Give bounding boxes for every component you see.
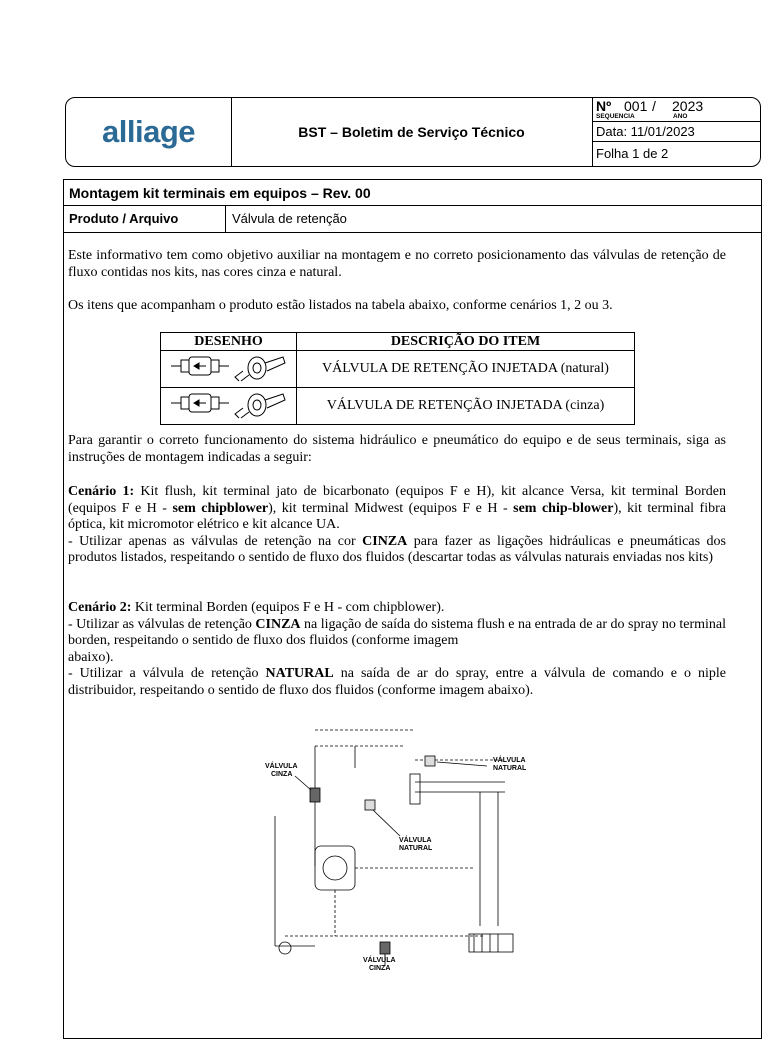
date-field: Data: 11/01/2023 — [592, 121, 760, 142]
product-row — [64, 206, 761, 233]
scenario1-bold-b: sem chip-blower — [513, 500, 614, 516]
valve-natural-description: VÁLVULA DE RETENÇÃO INJETADA (natural) — [297, 351, 635, 388]
product-value: Válvula de retenção — [232, 211, 347, 226]
scenario1-paragraph — [68, 484, 726, 567]
scenario1-bullet1-b: para fazer as ligações hidráulicas e pneumáticas dos produtos listados, respeitando o sentido de fluxo dos fluidos (descartar todas as válvulas naturais enviadas nos kits) — [68, 533, 726, 565]
document-title: Montagem kit terminais em equipos – Rev. 00 — [64, 180, 761, 206]
scenario1-text-c: ), kit terminal fibra óptica, kit micromotor elétrico e kit alcance UA. — [68, 500, 726, 532]
scenario1-bullet1-a: - Utilizar apenas as válvulas de retenção na cor — [68, 533, 363, 549]
sheet-field: Folha 1 de 2 — [596, 146, 669, 161]
svg-text:NATURAL: NATURAL — [493, 765, 527, 772]
scenario1-bullet1-bold: CINZA — [362, 533, 408, 549]
scenario2-bullet1-b: na ligação de saída do sistema flush e na entrada de ar do spray no terminal borden, respeitando o sentido de fluxo dos fluidos (conforme imagem — [68, 616, 726, 648]
header-info — [592, 98, 760, 166]
svg-text:NATURAL: NATURAL — [399, 845, 433, 852]
number-separator: / — [652, 98, 656, 114]
svg-text:CINZA: CINZA — [271, 771, 293, 778]
scenario2-bullet1-c: abaixo). — [68, 649, 114, 665]
year-caption: ANO — [673, 113, 688, 120]
header-box — [65, 97, 761, 167]
valve-natural-drawing — [161, 351, 297, 388]
valve-gray-description: VÁLVULA DE RETENÇÃO INJETADA (cinza) — [297, 388, 635, 425]
table-row — [161, 351, 635, 388]
scenario2-paragraph — [68, 600, 726, 699]
number-row — [592, 98, 760, 122]
col-description-header: DESCRIÇÃO DO ITEM — [297, 333, 635, 351]
sequence-caption: SEQUENCIA — [596, 113, 635, 120]
scenario2-bullet1-bold: CINZA — [255, 616, 301, 632]
scenario1-text-b: ), kit terminal Midwest (equipos F e H - — [268, 500, 514, 516]
table-row — [161, 388, 635, 425]
svg-text:CINZA: CINZA — [369, 965, 391, 972]
scenario1-text-a: Kit flush, kit terminal jato de bicarbonato (equipos F e H), kit alcance Versa, kit terminal Borden (equipos F e H - — [68, 484, 726, 516]
intro-paragraph: Este informativo tem como objetivo auxiliar na montagem e no correto posicionamento das válvulas de retenção de fluxo contidas nos kits, nas cores cinza e natural. — [68, 248, 726, 280]
label-cinza-bottom: VÁLVULA — [363, 957, 396, 964]
scenario2-bullet2-b: na saída de ar do spray, entre a válvula de comando e o niple distribuidor, respeitando o sentido de fluxo dos fluidos (conforme imagem abaixo). — [68, 666, 726, 698]
scenario1-bold-a: sem chipblower — [172, 500, 269, 516]
scenario2-text: Kit terminal Borden (equipos F e H - com chipblower). — [131, 600, 445, 615]
logo-cell — [66, 98, 232, 166]
sequence-number: 001 — [624, 98, 648, 114]
company-logo: alliage — [102, 114, 195, 149]
items-intro: Os itens que acompanham o produto estão listados na tabela abaixo, conforme cenários 1, 2 ou 3. — [68, 298, 613, 313]
valve-natural-icon — [161, 351, 296, 382]
label-cinza-top: VÁLVULA — [265, 763, 298, 770]
label-natural-mid: VÁLVULA — [399, 837, 432, 844]
product-label: Produto / Arquivo — [69, 211, 179, 226]
items-table — [160, 332, 635, 425]
valve-gray-icon — [161, 388, 296, 419]
col-drawing-header: DESENHO — [161, 333, 297, 351]
label-natural-top: VÁLVULA — [493, 757, 526, 764]
scenario2-bullet1-a: - Utilizar as válvulas de retenção — [68, 616, 256, 632]
scenario2-label: Cenário 2: — [68, 600, 132, 615]
connection-diagram — [255, 716, 545, 974]
product-divider — [225, 206, 226, 232]
bulletin-title: BST – Boletim de Serviço Técnico — [231, 98, 593, 166]
number-label: Nº — [596, 98, 612, 114]
scenario2-bullet2-bold: NATURAL — [265, 666, 334, 681]
year-number: 2023 — [672, 98, 704, 114]
scenario2-bullet2-a: - Utilizar a válvula de retenção — [68, 666, 266, 681]
instructions-paragraph: Para garantir o correto funcionamento do sistema hidráulico e pneumático do equipo e de seus terminais, siga as instruções de montagem indicadas a seguir: — [68, 433, 726, 465]
scenario1-label: Cenário 1: — [68, 484, 135, 499]
valve-gray-drawing — [161, 388, 297, 425]
